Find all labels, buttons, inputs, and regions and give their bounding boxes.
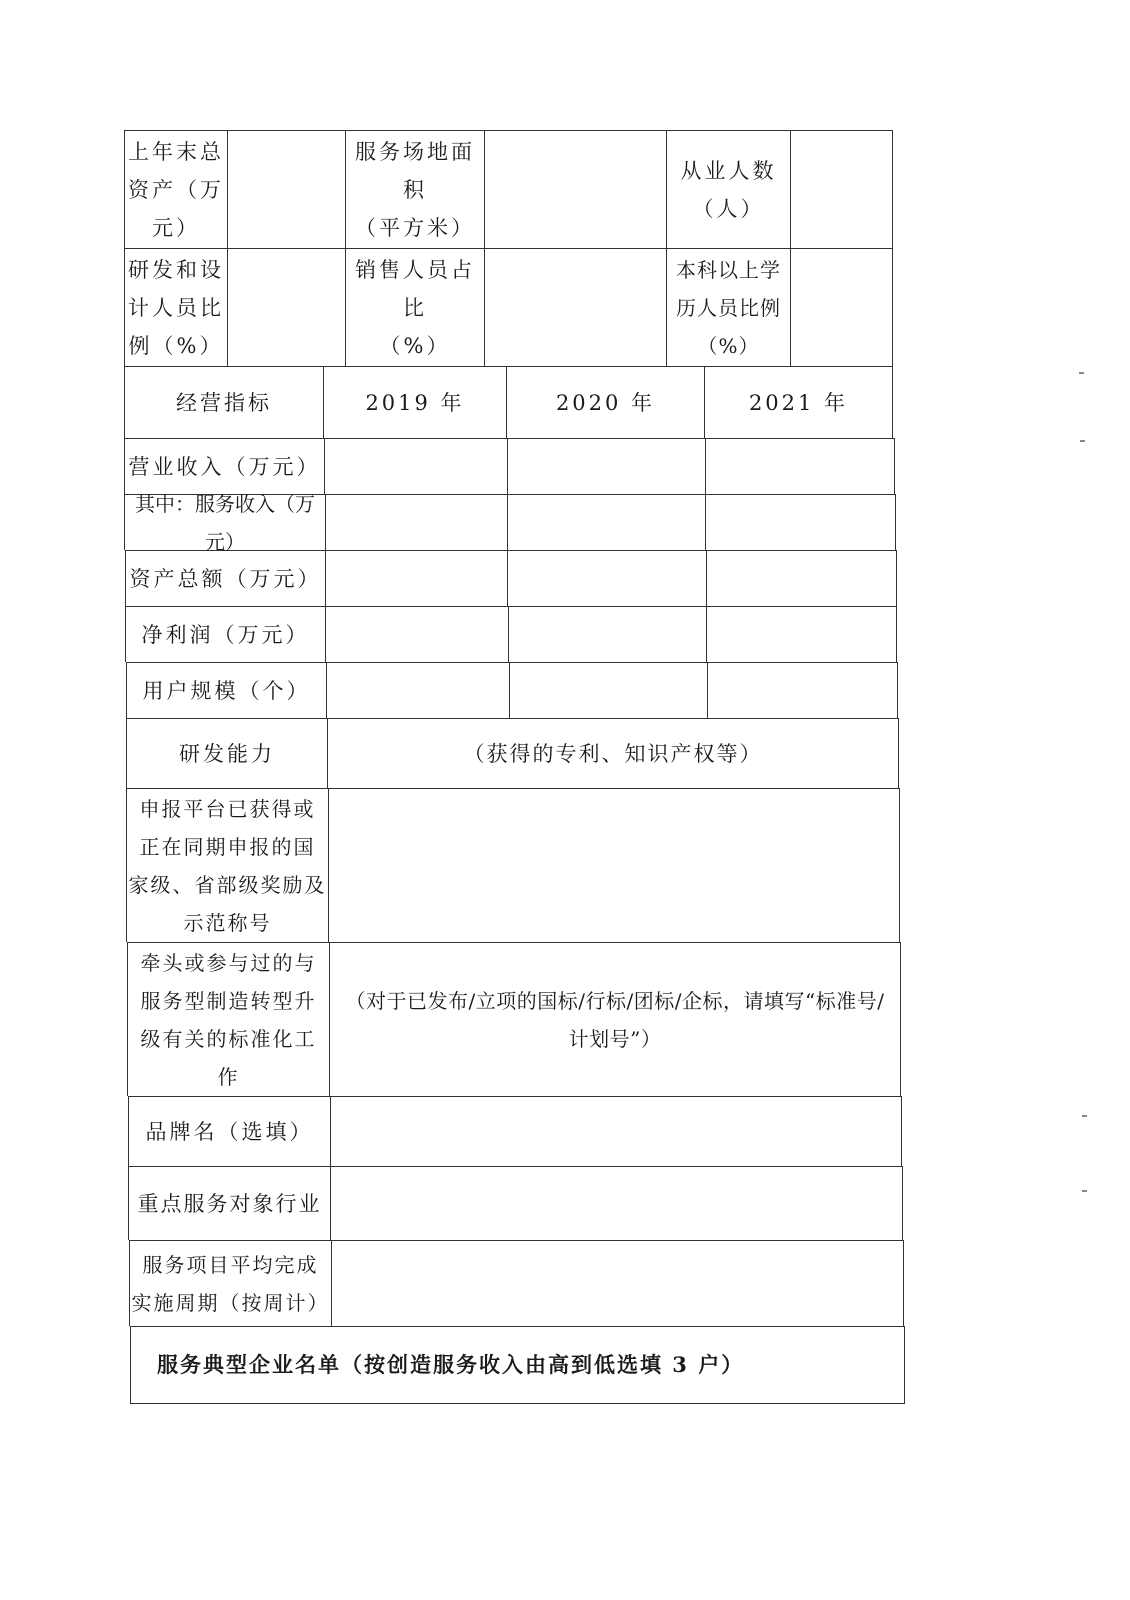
metric-row-label-cell bbox=[124, 491, 325, 554]
scan-speck bbox=[1079, 372, 1084, 374]
year-2019-cell bbox=[323, 366, 506, 438]
service-revenue-2021-input[interactable] bbox=[705, 494, 896, 550]
standards-label: 牵头或参与过的与 服务型制造转型升 级有关的标准化工 作 bbox=[140, 950, 317, 1089]
sales-ratio-label-cell bbox=[345, 248, 484, 366]
year-2021-label: 2021 年 bbox=[748, 390, 849, 415]
revenue-label: 营业收入（万元） bbox=[128, 454, 321, 479]
sales-ratio-value-cell[interactable] bbox=[484, 248, 666, 366]
user-scale-2019-input[interactable] bbox=[326, 662, 509, 718]
rd-ratio-value-cell[interactable] bbox=[227, 248, 345, 366]
brand-label-cell bbox=[128, 1096, 330, 1166]
scan-speck bbox=[1082, 1190, 1087, 1192]
industry-input[interactable] bbox=[330, 1166, 903, 1240]
awards-label-cell bbox=[126, 788, 328, 942]
total-assets-2021-input[interactable] bbox=[706, 550, 897, 606]
user-scale-label: 用户规模（个） bbox=[142, 678, 311, 703]
cycle-label-cell bbox=[129, 1240, 331, 1326]
sales-ratio-label: 销售人员占比 （%） bbox=[355, 257, 475, 358]
total-assets-2020-input[interactable] bbox=[507, 550, 706, 606]
area-label: 服务场地面积 （平方米） bbox=[355, 139, 475, 240]
service-revenue-label: 其中：服务收入（万元） bbox=[135, 491, 315, 554]
revenue-2021-input[interactable] bbox=[705, 438, 895, 494]
industry-label: 重点服务对象行业 bbox=[137, 1191, 322, 1216]
year-2021-cell bbox=[704, 366, 893, 438]
net-profit-label: 净利润（万元） bbox=[141, 622, 310, 647]
awards-label: 申报平台已获得或 正在同期申报的国 家级、省部级奖励及 示范称号 bbox=[128, 796, 327, 935]
total-assets-value-cell[interactable] bbox=[227, 130, 345, 248]
cycle-label: 服务项目平均完成 实施周期（按周计） bbox=[131, 1252, 330, 1315]
service-revenue-2020-input[interactable] bbox=[507, 494, 705, 550]
net-profit-2019-input[interactable] bbox=[325, 606, 508, 662]
rd-ratio-label-cell bbox=[124, 248, 227, 366]
metrics-header: 经营指标 bbox=[176, 390, 272, 415]
standards-label-cell bbox=[127, 942, 329, 1096]
staff-label: 从业人数 （人） bbox=[680, 158, 777, 221]
degree-ratio-label: 本科以上学 历人员比例 （%） bbox=[676, 257, 781, 358]
user-scale-2020-input[interactable] bbox=[509, 662, 707, 718]
area-label-cell bbox=[345, 130, 484, 248]
metric-row-label-cell bbox=[126, 662, 326, 718]
year-2020-label: 2020 年 bbox=[555, 390, 656, 415]
total-assets-label-cell bbox=[124, 130, 227, 248]
scan-speck bbox=[1082, 1115, 1087, 1117]
typical-enterprises-header bbox=[130, 1326, 905, 1404]
area-value-cell[interactable] bbox=[484, 130, 666, 248]
net-profit-2020-input[interactable] bbox=[508, 606, 706, 662]
staff-value-cell[interactable] bbox=[790, 130, 893, 248]
rd-capability-label-cell bbox=[126, 718, 327, 788]
scan-speck bbox=[1080, 440, 1085, 442]
total-assets-metric-label: 资产总额（万元） bbox=[129, 566, 322, 591]
service-revenue-2019-input[interactable] bbox=[325, 494, 507, 550]
metrics-header-cell bbox=[124, 366, 323, 438]
standards-input[interactable] bbox=[329, 942, 901, 1096]
degree-ratio-label-cell bbox=[666, 248, 790, 366]
degree-ratio-value-cell[interactable] bbox=[790, 248, 893, 366]
staff-label-cell bbox=[666, 130, 790, 248]
rd-capability-hint: （获得的专利、知识产权等） bbox=[463, 741, 763, 766]
typical-enterprises-title: 服务典型企业名单（按创造服务收入由高到低选填 3 户） bbox=[157, 1352, 745, 1377]
brand-input[interactable] bbox=[330, 1096, 902, 1166]
user-scale-2021-input[interactable] bbox=[707, 662, 898, 718]
awards-input[interactable] bbox=[328, 788, 900, 942]
metric-row-label-cell bbox=[125, 606, 325, 662]
year-2019-label: 2019 年 bbox=[365, 390, 465, 415]
net-profit-2021-input[interactable] bbox=[706, 606, 897, 662]
total-assets-2019-input[interactable] bbox=[325, 550, 507, 606]
revenue-2019-input[interactable] bbox=[324, 438, 507, 494]
total-assets-label: 上年末总 资产（万 元） bbox=[128, 139, 224, 240]
cycle-input[interactable] bbox=[331, 1240, 904, 1326]
brand-label: 品牌名（选填） bbox=[145, 1119, 314, 1144]
standards-hint: （对于已发布/立项的国标/行标/团标/企标，请填写“标准号/ 计划号”） bbox=[345, 988, 885, 1051]
industry-label-cell bbox=[128, 1166, 330, 1240]
rd-capability-input[interactable] bbox=[327, 718, 899, 788]
metric-row-label-cell bbox=[125, 550, 325, 606]
revenue-2020-input[interactable] bbox=[507, 438, 705, 494]
rd-ratio-label: 研发和设 计人员比 例（%） bbox=[128, 257, 224, 358]
year-2020-cell bbox=[506, 366, 704, 438]
rd-capability-label: 研发能力 bbox=[179, 741, 275, 766]
